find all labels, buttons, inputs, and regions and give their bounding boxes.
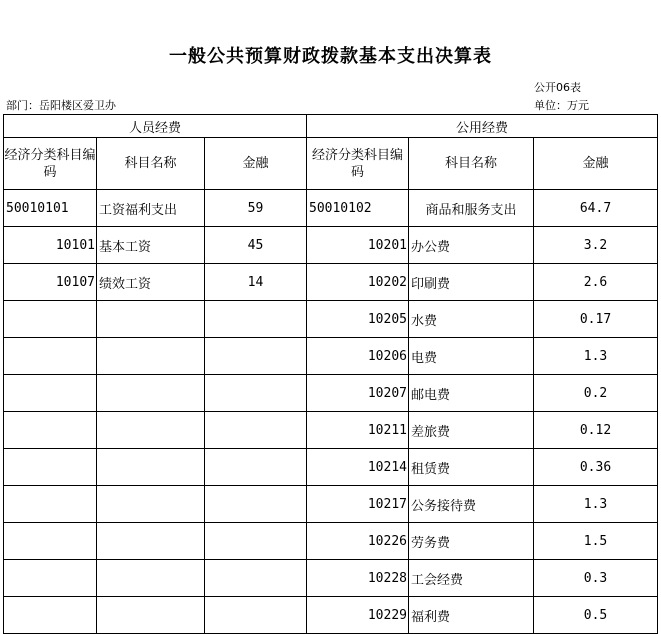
column-header-row — [4, 138, 658, 190]
page-title: 一般公共预算财政拨款基本支出决算表 — [169, 46, 492, 67]
public-amount-cell: 0.2 — [534, 375, 658, 412]
empty-cell — [4, 301, 97, 338]
budget-table — [3, 114, 658, 634]
public-amount-cell: 0.5 — [534, 597, 658, 634]
public-amount-cell: 2.6 — [534, 264, 658, 301]
public-amount-cell: 1.5 — [534, 523, 658, 560]
public-name-cell: 福利费 — [409, 597, 534, 634]
table-row — [4, 597, 658, 634]
department-label: 部门：岳阳楼区爱卫办 — [6, 99, 116, 112]
empty-cell — [4, 560, 97, 597]
empty-cell — [4, 449, 97, 486]
public-name-cell: 电费 — [409, 338, 534, 375]
empty-cell — [97, 523, 205, 560]
empty-cell — [97, 449, 205, 486]
personnel-amount-cell: 14 — [205, 264, 307, 301]
table-row — [4, 375, 658, 412]
table-row — [4, 523, 658, 560]
public-amount-cell: 64.7 — [534, 190, 658, 227]
section-header-row — [4, 115, 658, 138]
public-name-cell: 差旅费 — [409, 412, 534, 449]
public-amount-cell: 0.17 — [534, 301, 658, 338]
public-code-cell: 10206 — [307, 338, 409, 375]
empty-cell — [205, 597, 307, 634]
table-row — [4, 264, 658, 301]
empty-cell — [205, 301, 307, 338]
public-code-cell: 10226 — [307, 523, 409, 560]
col-header-amount: 金融 — [205, 138, 307, 190]
empty-cell — [4, 486, 97, 523]
empty-cell — [97, 338, 205, 375]
public-code-cell: 10228 — [307, 560, 409, 597]
public-name-cell: 印刷费 — [409, 264, 534, 301]
public-amount-cell: 0.12 — [534, 412, 658, 449]
public-amount-cell: 0.36 — [534, 449, 658, 486]
empty-cell — [4, 597, 97, 634]
empty-cell — [97, 375, 205, 412]
public-code-cell: 50010102 — [307, 190, 409, 227]
personnel-name-cell: 基本工资 — [97, 227, 205, 264]
empty-cell — [205, 375, 307, 412]
empty-cell — [4, 375, 97, 412]
personnel-code-cell: 10107 — [4, 264, 97, 301]
public-code-cell: 10207 — [307, 375, 409, 412]
personnel-name-cell: 工资福利支出 — [97, 190, 205, 227]
public-code-cell: 10205 — [307, 301, 409, 338]
section-personnel: 人员经费 — [4, 115, 307, 138]
public-name-cell: 办公费 — [409, 227, 534, 264]
empty-cell — [4, 412, 97, 449]
personnel-code-cell: 10101 — [4, 227, 97, 264]
empty-cell — [97, 597, 205, 634]
col-header-name: 科目名称 — [97, 138, 205, 190]
personnel-name-cell: 绩效工资 — [97, 264, 205, 301]
public-name-cell: 劳务费 — [409, 523, 534, 560]
empty-cell — [205, 412, 307, 449]
public-code-cell: 10211 — [307, 412, 409, 449]
table-row — [4, 486, 658, 523]
empty-cell — [97, 560, 205, 597]
empty-cell — [205, 523, 307, 560]
public-name-cell: 商品和服务支出 — [409, 190, 534, 227]
personnel-amount-cell: 59 — [205, 190, 307, 227]
form-number: 公开06表 — [534, 81, 581, 94]
empty-cell — [4, 338, 97, 375]
empty-cell — [97, 412, 205, 449]
table-row — [4, 190, 658, 227]
table-row — [4, 301, 658, 338]
empty-cell — [4, 523, 97, 560]
public-name-cell: 邮电费 — [409, 375, 534, 412]
table-row — [4, 449, 658, 486]
col-header-code: 经济分类科目编码 — [4, 138, 97, 190]
public-name-cell: 水费 — [409, 301, 534, 338]
table-body — [4, 190, 658, 634]
empty-cell — [205, 449, 307, 486]
personnel-amount-cell: 45 — [205, 227, 307, 264]
public-code-cell: 10202 — [307, 264, 409, 301]
empty-cell — [97, 301, 205, 338]
col-header-amount: 金融 — [534, 138, 658, 190]
empty-cell — [97, 486, 205, 523]
section-public: 公用经费 — [307, 115, 658, 138]
empty-cell — [205, 560, 307, 597]
public-amount-cell: 3.2 — [534, 227, 658, 264]
personnel-code-cell: 50010101 — [4, 190, 97, 227]
public-code-cell: 10201 — [307, 227, 409, 264]
unit-label: 单位：万元 — [534, 99, 589, 112]
empty-cell — [205, 486, 307, 523]
col-header-name: 科目名称 — [409, 138, 534, 190]
public-name-cell: 工会经费 — [409, 560, 534, 597]
public-amount-cell: 1.3 — [534, 338, 658, 375]
public-code-cell: 10217 — [307, 486, 409, 523]
table-row — [4, 412, 658, 449]
public-name-cell: 租赁费 — [409, 449, 534, 486]
table-row — [4, 560, 658, 597]
table-row — [4, 227, 658, 264]
public-amount-cell: 0.3 — [534, 560, 658, 597]
table-row — [4, 338, 658, 375]
public-name-cell: 公务接待费 — [409, 486, 534, 523]
empty-cell — [205, 338, 307, 375]
public-amount-cell: 1.3 — [534, 486, 658, 523]
public-code-cell: 10214 — [307, 449, 409, 486]
col-header-code: 经济分类科目编码 — [307, 138, 409, 190]
public-code-cell: 10229 — [307, 597, 409, 634]
